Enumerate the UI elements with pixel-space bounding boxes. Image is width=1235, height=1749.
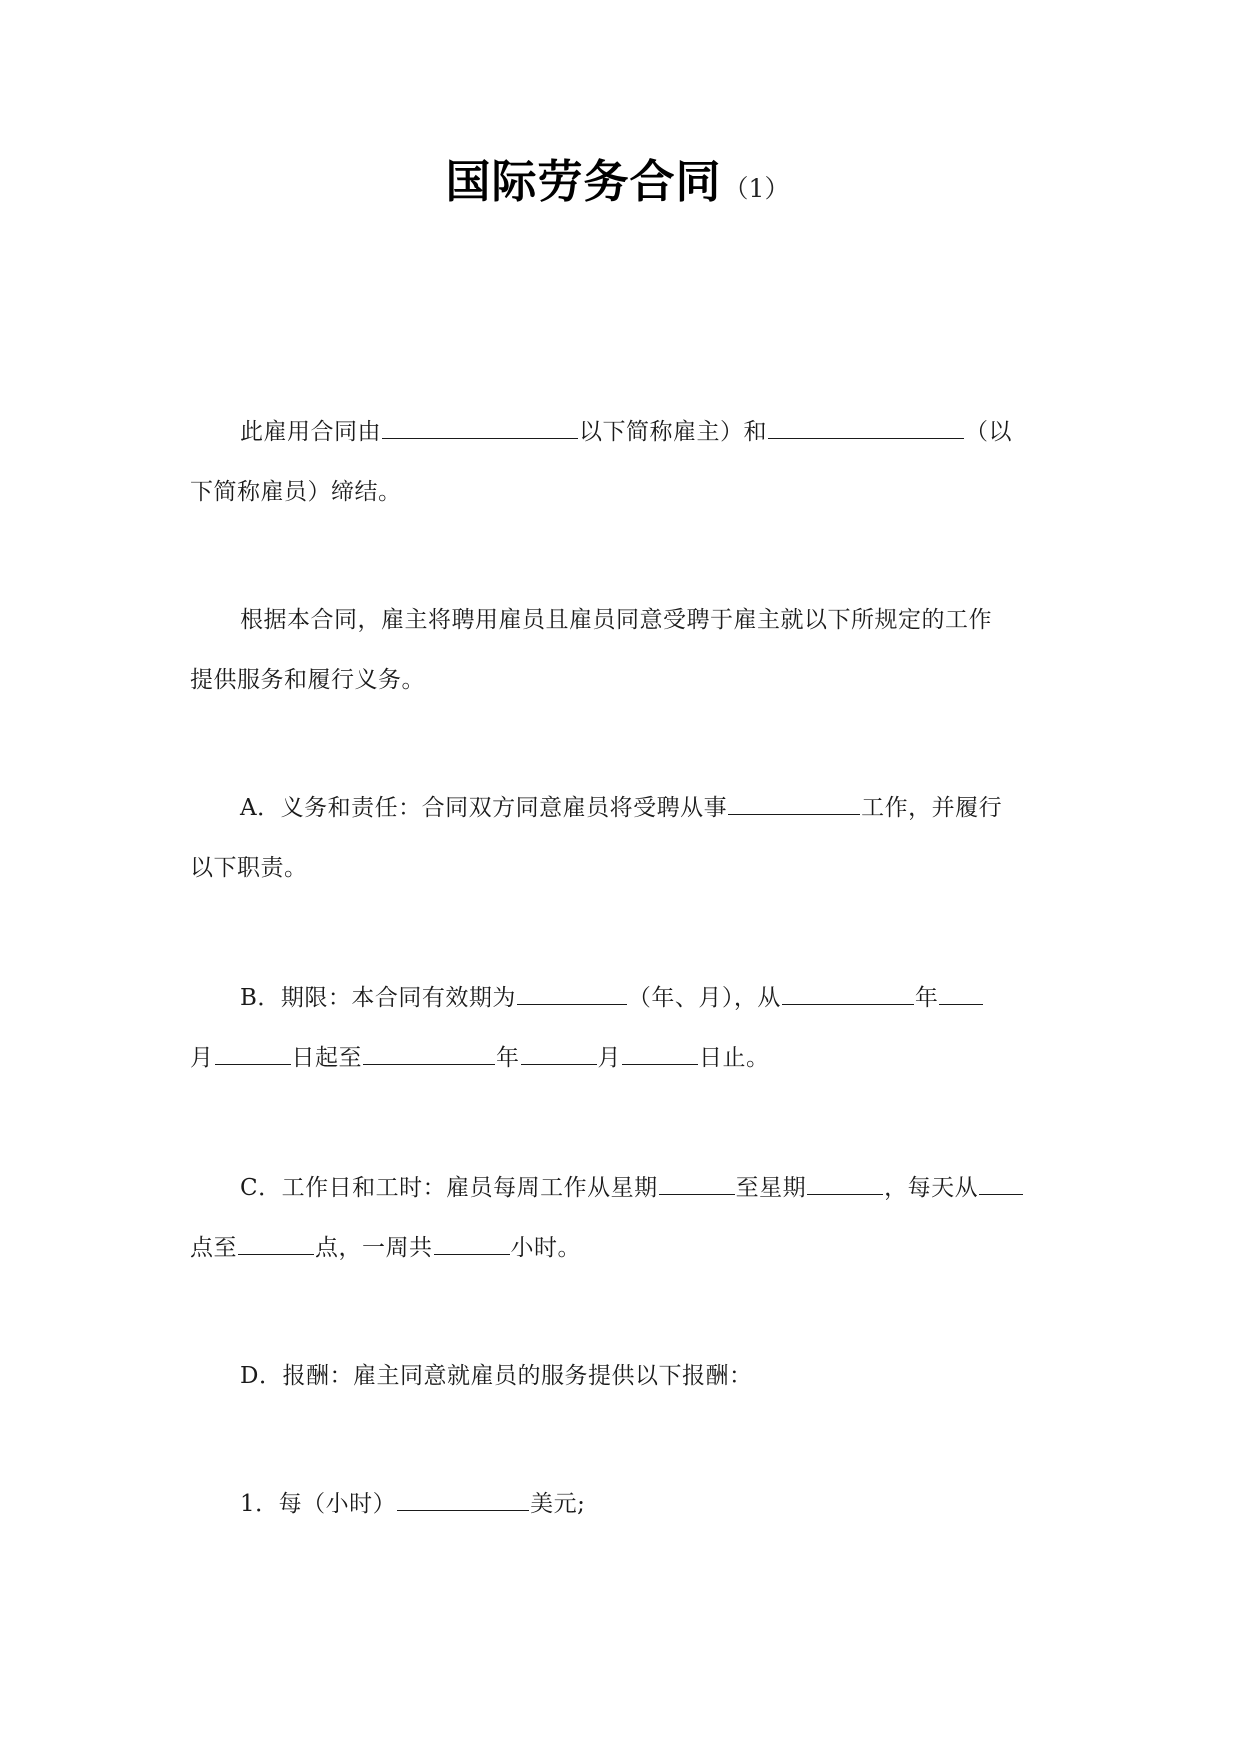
basis-text-2: 提供服务和履行义务。 bbox=[190, 667, 425, 693]
section-c-text-2: 至星期 bbox=[735, 1175, 807, 1201]
item-1-line bbox=[240, 1484, 585, 1524]
basis-line-1 bbox=[240, 600, 992, 640]
section-a-text-2: 工作，并履行 bbox=[861, 795, 1003, 821]
term-duration-blank bbox=[517, 978, 627, 1005]
section-a-text-3: 以下职责。 bbox=[190, 855, 308, 881]
item-1-label: 1． bbox=[240, 1491, 279, 1517]
section-b-line-1 bbox=[240, 978, 984, 1018]
document-title bbox=[0, 152, 1235, 222]
section-b-text-8: 日止。 bbox=[699, 1045, 770, 1071]
workweek-start-blank bbox=[659, 1168, 735, 1195]
weekly-hours-blank bbox=[434, 1228, 510, 1255]
employee-name-blank bbox=[768, 412, 964, 439]
section-b-text-4: 月 bbox=[190, 1045, 214, 1071]
section-c-line-2 bbox=[190, 1228, 581, 1268]
workweek-end-blank bbox=[807, 1168, 883, 1195]
title-main-text: 国际劳务合同 bbox=[445, 155, 722, 208]
section-a-line-1 bbox=[240, 788, 1002, 828]
end-day-blank bbox=[622, 1038, 698, 1065]
start-day-blank bbox=[215, 1038, 291, 1065]
section-b-text-6: 年 bbox=[496, 1045, 520, 1071]
hourly-rate-blank bbox=[397, 1484, 529, 1511]
start-month-blank-part bbox=[939, 978, 983, 1005]
start-year-blank bbox=[782, 978, 914, 1005]
section-c-text-5: 点，一周共 bbox=[315, 1235, 433, 1261]
intro-text-4: 下简称雇员）缔结。 bbox=[190, 479, 402, 505]
section-c-text-3: ，每天从 bbox=[884, 1175, 979, 1201]
end-year-blank bbox=[363, 1038, 495, 1065]
intro-line-2 bbox=[190, 472, 402, 512]
section-a-line-2 bbox=[190, 848, 308, 888]
job-title-blank bbox=[728, 788, 860, 815]
item-1-text-1: 每（小时） bbox=[278, 1491, 397, 1517]
section-b-text-1: 期限：本合同有效期为 bbox=[280, 985, 516, 1011]
section-b-text-3: 年 bbox=[914, 985, 939, 1011]
section-b-label: B． bbox=[240, 985, 281, 1011]
section-c-text-4: 点至 bbox=[190, 1235, 237, 1261]
employer-name-blank bbox=[382, 412, 578, 439]
basis-line-2 bbox=[190, 660, 425, 700]
section-d-line-1 bbox=[240, 1356, 752, 1396]
section-d-text-1: 报酬：雇主同意就雇员的服务提供以下报酬： bbox=[282, 1363, 753, 1389]
intro-text-3: （以 bbox=[965, 419, 1012, 445]
end-month-blank bbox=[521, 1038, 597, 1065]
section-c-label: C． bbox=[240, 1175, 282, 1201]
end-hour-blank bbox=[238, 1228, 314, 1255]
basis-text-1: 根据本合同，雇主将聘用雇员且雇员同意受聘于雇主就以下所规定的工作 bbox=[240, 607, 992, 633]
section-c-text-6: 小时。 bbox=[510, 1235, 581, 1261]
section-b-text-5: 日起至 bbox=[291, 1045, 362, 1071]
section-b-text-7: 月 bbox=[597, 1045, 621, 1071]
item-1-text-2: 美元; bbox=[530, 1491, 586, 1517]
section-a-text-1: 义务和责任：合同双方同意雇员将受聘从事 bbox=[280, 795, 728, 821]
intro-text-1: 此雇用合同由 bbox=[240, 419, 381, 445]
section-b-line-2 bbox=[190, 1038, 770, 1078]
section-a-label: A． bbox=[240, 795, 281, 821]
intro-line-1 bbox=[240, 412, 1012, 452]
start-hour-blank-part bbox=[979, 1168, 1023, 1195]
section-c-line-1 bbox=[240, 1168, 1024, 1208]
section-c-text-1: 工作日和工时：雇员每周工作从星期 bbox=[281, 1175, 658, 1201]
section-d-label: D． bbox=[240, 1363, 283, 1389]
title-number: （1） bbox=[723, 174, 790, 203]
intro-text-2: 以下简称雇主）和 bbox=[579, 419, 767, 445]
section-b-text-2: （年、月），从 bbox=[627, 985, 781, 1011]
